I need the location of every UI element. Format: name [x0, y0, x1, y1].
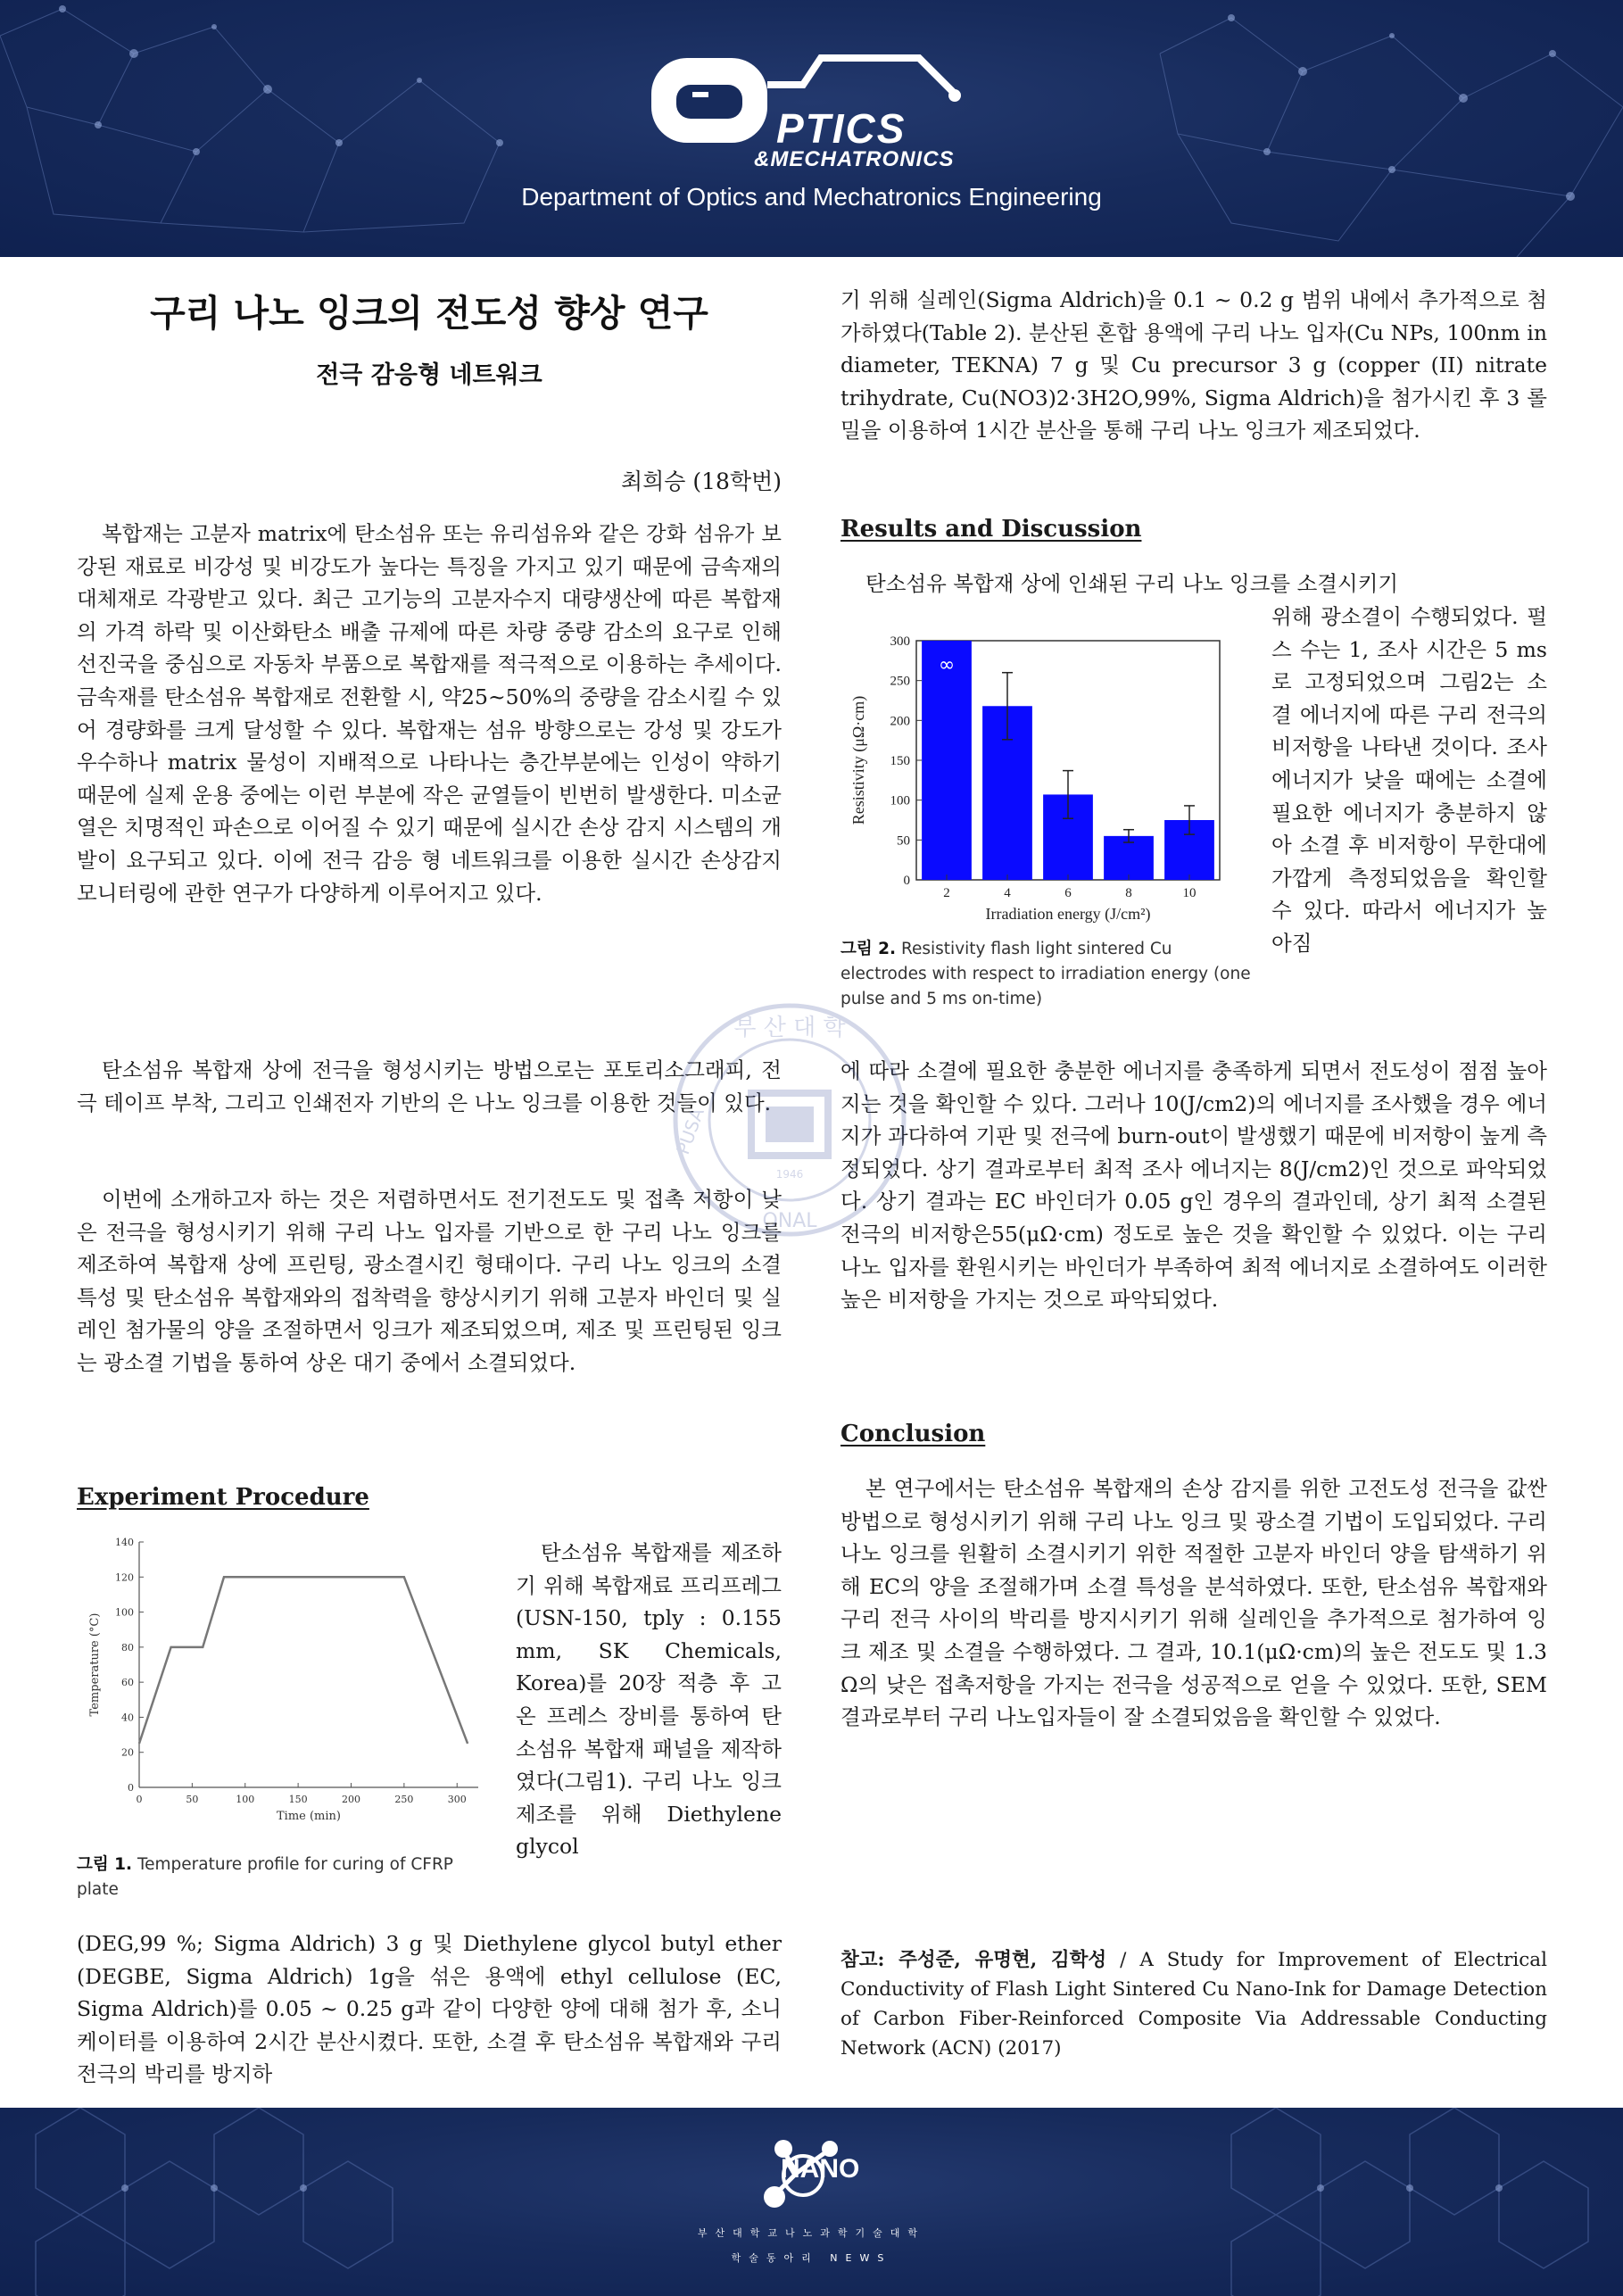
seal-top-text: 부 산 대 학: [733, 1015, 846, 1041]
x-tick-label: 8: [1125, 886, 1132, 900]
y-tick-label: 100: [890, 793, 910, 808]
y-axis-label: Resistivity (μΩ·cm): [849, 695, 867, 825]
intro-paragraph-2: 탄소섬유 복합재 상에 전극을 형성시키는 방법으로는 포토리소그래피, 전극 테이프 부착, 그리고 인쇄전자 기반의 은 나노 잉크를 이용한 것들이 있다.: [77, 1057, 782, 1115]
article-subtitle: 전극 감응형 네트워크: [316, 361, 542, 389]
seal-left-text: PUSA: [672, 1105, 708, 1157]
x-tick-label: 100: [236, 1794, 255, 1805]
footer-banner: [0, 2108, 1623, 2296]
reference-text: / A Study for Improvement of Electrical Conductivity of Flash Light Sintered Cu Nano-Ink for Damage Detection of Carbon Fiber-Reinforced Composite Via Addressable Conducting Network (ACN) (2017): [840, 1949, 1547, 2060]
conclusion-heading: Conclusion: [840, 1421, 986, 1447]
header-banner: [0, 0, 1623, 257]
x-axis-label: Time (min): [277, 1810, 341, 1823]
intro-paragraph-1: 복합재는 고분자 matrix에 탄소섬유 또는 유리섬유와 같은 강화 섬유가 보강된 재료로 비강성 및 비강도가 높다는 특징을 가지고 있기 때문에 금속재의 대체재로 각광받고 있다. 최근 고기능의 고분자수지 대량생산에 따른 복합재의 가격 하락 및 이산화탄소 배출 규제에 따른 차량 중량 감소의 요구로 인해 선진국을 중심으로 자동차 부품으로 복합재를 적극적으로 이용하는 추세이다. 금속재를 탄소섬유 복합재로 전환할 시, 약25~50%의 중량을 감소시킬 수 있어 경량화를 크게 달성할 수 있다. 복합재는 섬유 방향으로는 강성 및 강도가 우수하나 matrix 물성이 지배적으로 나타나는 층간부분에는 인성이 약하기 때문에 실제 운용 중에는 이런 부분에 작은 균열들이 빈번히 발생한다. 미소균열은 치명적인 파손으로 이어질 수 있기 때문에 실시간 손상 감지 시스템의 개발이 요구되고 있다. 이에 전극 감응 형 네트워크를 이용한 실시간 손상감지 모니터링에 관한 연구가 다양하게 이루어지고 있다.: [77, 521, 782, 906]
x-tick-label: 200: [342, 1794, 360, 1805]
optics-logo: [651, 49, 973, 170]
y-tick-label: 20: [121, 1746, 134, 1759]
y-tick-label: 140: [115, 1537, 134, 1548]
x-tick-label: 4: [1004, 886, 1011, 900]
y-tick-label: 300: [890, 634, 910, 649]
y-tick-label: 150: [890, 754, 910, 768]
conclusion-text: 본 연구에서는 탄소섬유 복합재의 손상 감지를 위한 고전도성 전극을 값싼 방법으로 형성시키기 위해 구리 나노 잉크 및 광소결 기법이 도입되었다. 구리 나노 잉크를 원활히 소결시키기 위한 적절한 고분자 바인더 양을 탐색하기 위해 EC의 양을 조절해가며 소결 특성을 분석하였다. 또한, 탄소섬유 복합재와 구리 전극 사이의 박리를 방지시키기 위해 실레인을 추가적으로 첨가하여 잉크 제조 및 소결을 수행하였다. 그 결과, 10.1(μΩ·cm)의 높은 전도도 및 1.3 Ω의 낮은 접촉저항을 가지는 전극을 성공적으로 얻을 수 있었다. 또한, SEM 결과로부터 구리 나노입자들이 잘 소결되었음을 확인할 수 있었다.: [840, 1476, 1547, 1730]
figure-1-caption: [77, 1853, 492, 1902]
y-tick-label: 120: [115, 1571, 134, 1584]
seal-year: 1946: [775, 1168, 804, 1181]
figure-2: [840, 621, 1233, 933]
footer-line-1: 부산대학교나노과학기술대학: [697, 2227, 926, 2239]
y-tick-label: 50: [897, 833, 910, 849]
results-heading: Results and Discussion: [840, 516, 1142, 543]
results-bottom-text: 에 따라 소결에 필요한 충분한 에너지를 충족하게 되면서 전도성이 점점 높아지는 것을 확인할 수 있다. 그러나 10(J/cm2)의 에너지를 조사했을 경우 에너지가 과다하여 기판 및 전극에 burn-out이 발생했기 때문에 비저항이 높게 측정되었다. 상기 결과로부터 최적 조사 에너지는 8(J/cm2)인 것으로 파악되었다. 상기 결과는 EC 바인더가 0.05 g인 경우의 결과인데, 상기 최적 소결된 전극의 비저항은55(μΩ·cm) 정도로 높은 것을 확인할 수 있었다. 이는 구리 나노 입자를 환원시키는 바인더가 부족하여 최적 에너지로 소결하여도 이러한 높은 비저항을 가지는 것으로 파악되었다.: [840, 1058, 1547, 1313]
y-tick-label: 250: [890, 674, 910, 689]
y-tick-label: 200: [890, 714, 910, 729]
nano-logo-text: NANO: [781, 2154, 860, 2184]
infinity-annotation: ∞: [938, 654, 956, 676]
y-tick-label: 0: [128, 1782, 134, 1794]
x-tick-label: 10: [1182, 886, 1197, 900]
x-tick-label: 6: [1064, 886, 1072, 900]
experiment-bottom-text: (DEG,99 %; Sigma Aldrich) 3 g 및 Diethylene glycol butyl ether (DEGBE, Sigma Aldrich) 1g을 섞은 용액에 ethyl cellulose (EC, Sigma Aldrich)를 0.05 ~ 0.25 g과 같이 다양한 양에 대해 첨가 후, 소니케이터를 이용하여 2시간 분산시켰다. 또한, 소결 후 탄소섬유 복합재와 구리 전극의 박리를 방지하: [77, 1931, 782, 2087]
y-tick-label: 60: [121, 1677, 134, 1689]
results-side-text: 위해 광소결이 수행되었다. 펄스 수는 1, 조사 시간은 5 ms로 고정되었으며 그림2는 소결 에너지에 따른 구리 전극의 비저항을 나타낸 것이다. 조사 에너지가 낮을 때에는 소결에 필요한 에너지가 충분하지 않아 소결 후 비저항이 무한대에 가깝게 측정되었음을 확인할 수 있다. 따라서 에너지가 높아짐: [1271, 604, 1547, 956]
figure-1-caption-label: 그림 1.: [77, 1855, 133, 1874]
university-seal-watermark: [669, 999, 910, 1240]
reference-label: 참고: 주성준, 유명현, 김학성: [840, 1949, 1107, 1971]
department-name: Department of Optics and Mechatronics Engineering: [521, 183, 1102, 211]
experiment-heading: Experiment Procedure: [77, 1484, 369, 1511]
footer-line-2: 학술동아리 NEWS: [731, 2252, 892, 2264]
x-tick-label: 2: [943, 886, 950, 900]
y-tick-label: 80: [121, 1641, 134, 1654]
temperature-chart: [77, 1533, 496, 1836]
x-axis-label: Irradiation energy (J/cm²): [985, 905, 1151, 923]
article-title: 구리 나노 잉크의 전도성 향상 연구: [150, 292, 708, 335]
temperature-series-line: [139, 1577, 468, 1744]
x-tick-label: 0: [136, 1794, 143, 1805]
x-tick-label: 300: [447, 1794, 467, 1805]
figure-2-caption-label: 그림 2.: [840, 940, 897, 958]
reference: [840, 1945, 1547, 2063]
resistivity-chart: [840, 621, 1233, 933]
figure-1-caption-text: Temperature profile for curing of CFRP plate: [77, 1855, 453, 1899]
y-tick-label: 40: [121, 1712, 134, 1724]
intro-paragraph-3: 이번에 소개하고자 하는 것은 저렴하면서도 전기전도도 및 접촉 저항이 낮은 전극을 형성시키기 위해 구리 나노 입자를 기반으로 한 구리 나노 잉크를 제조하여 복합재 상에 프린팅, 광소결시킨 형태이다. 구리 나노 잉크의 소결 특성 및 탄소섬유 복합재와의 접착력을 향상시키기 위해 고분자 바인더 및 실레인 첨가물의 양을 조절하면서 잉크가 제조되었으며, 제조 및 프린팅된 잉크는 광소결 기법을 통하여 상온 대기 중에서 소결되었다.: [77, 1187, 782, 1375]
y-tick-label: 100: [115, 1606, 134, 1619]
experiment-side-text: 탄소섬유 복합재를 제조하기 위해 복합재료 프리프레그 (USN-150, tply : 0.155 mm, SK Chemicals, Korea)를 20장 적층 후 고온 프레스 장비를 통하여 탄소섬유 복합재 패널을 제작하였다(그림1). 구리 나노 잉크 제조를 위해 Diethylene glycol: [516, 1540, 782, 1860]
y-tick-label: 0: [903, 874, 910, 888]
logo-main-text: PTICS: [776, 105, 907, 152]
author: 최희승 (18학번): [620, 468, 782, 494]
x-tick-label: 50: [186, 1794, 199, 1805]
y-axis-label: Temperature (°C): [88, 1612, 102, 1717]
x-tick-label: 150: [288, 1794, 308, 1805]
figure-1: [77, 1533, 496, 1836]
results-first-line: 탄소섬유 복합재 상에 인쇄된 구리 나노 잉크를 소결시키기: [865, 571, 1399, 596]
x-tick-label: 250: [394, 1794, 414, 1805]
bar-2: [922, 641, 972, 880]
logo-sub-text: &MECHATRONICS: [754, 147, 955, 171]
figure-2-caption-text: Resistivity flash light sintered Cu electrodes with respect to irradiation energy (one pulse and 5 ms on-time): [840, 940, 1251, 1008]
experiment-continued-text: 기 위해 실레인(Sigma Aldrich)을 0.1 ~ 0.2 g 범위 내에서 추가적으로 첨가하였다(Table 2). 분산된 혼합 용액에 구리 나노 입자(Cu NPs, 100nm in diameter, TEKNA) 7 g 및 Cu precursor 3 g (copper (II) nitrate trihydrate, Cu(NO3)2·3H2O,99%, Sigma Aldrich)을 첨가시킨 후 3 롤밀을 이용하여 1시간 분산을 통해 구리 나노 잉크가 제조되었다.: [840, 287, 1547, 443]
seal-bottom-text: ONAL: [762, 1210, 817, 1232]
